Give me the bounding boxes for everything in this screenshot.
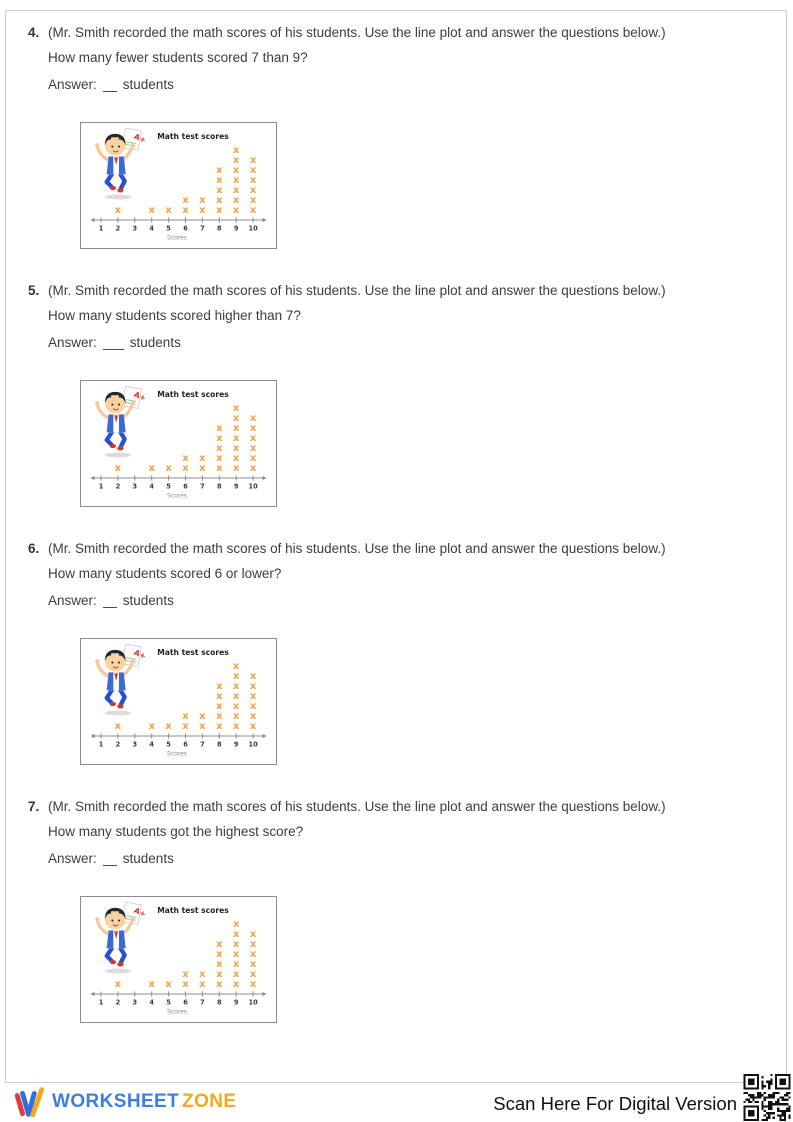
scan-here-label: Scan Here For Digital Version xyxy=(493,1093,737,1114)
svg-text:x: x xyxy=(232,164,240,176)
svg-text:x: x xyxy=(232,154,240,166)
svg-text:x: x xyxy=(148,720,155,732)
svg-text:x: x xyxy=(199,452,206,464)
svg-text:x: x xyxy=(216,710,223,722)
svg-text:x: x xyxy=(182,204,189,216)
svg-text:x: x xyxy=(232,660,240,672)
svg-text:x: x xyxy=(249,710,257,722)
question-number: 6. xyxy=(28,541,40,556)
svg-text:Math test scores: Math test scores xyxy=(157,132,229,141)
svg-text:x: x xyxy=(249,154,257,166)
svg-text:x: x xyxy=(216,948,223,960)
svg-text:x: x xyxy=(249,422,257,434)
svg-text:x: x xyxy=(249,452,257,464)
svg-text:x: x xyxy=(249,174,257,186)
question-intro: (Mr. Smith recorded the math scores of his students. Use the line plot and answer the questions below.) xyxy=(48,799,666,814)
svg-text:x: x xyxy=(216,720,223,732)
svg-text:x: x xyxy=(249,700,257,712)
svg-text:Scores: Scores xyxy=(167,492,187,500)
question-number: 4. xyxy=(28,25,40,40)
svg-text:1: 1 xyxy=(98,482,104,491)
svg-text:x: x xyxy=(182,452,189,464)
svg-text:x: x xyxy=(249,164,257,176)
svg-text:x: x xyxy=(249,978,257,990)
svg-text:x: x xyxy=(232,948,240,960)
svg-text:x: x xyxy=(114,462,122,474)
svg-text:2: 2 xyxy=(115,740,121,749)
line-plot-svg xyxy=(81,897,276,1022)
svg-text:Math test scores: Math test scores xyxy=(157,906,229,915)
svg-text:4: 4 xyxy=(149,224,154,233)
svg-text:x: x xyxy=(216,958,223,970)
answer-blank[interactable] xyxy=(103,852,117,866)
svg-text:x: x xyxy=(232,442,240,454)
svg-text:x: x xyxy=(249,720,257,732)
svg-text:1: 1 xyxy=(98,998,104,1007)
svg-text:x: x xyxy=(249,194,257,206)
answer-unit: students xyxy=(122,593,174,608)
svg-text:2: 2 xyxy=(115,224,121,233)
svg-text:x: x xyxy=(232,412,240,424)
svg-text:x: x xyxy=(232,978,240,990)
line-plot-q7 xyxy=(80,896,277,1023)
svg-text:x: x xyxy=(182,710,189,722)
svg-text:10: 10 xyxy=(248,482,258,491)
svg-text:x: x xyxy=(199,720,206,732)
svg-text:Scores: Scores xyxy=(167,750,187,758)
answer-blank[interactable] xyxy=(103,78,117,92)
svg-text:x: x xyxy=(182,978,189,990)
svg-text:6: 6 xyxy=(183,482,188,491)
question-intro: (Mr. Smith recorded the math scores of his students. Use the line plot and answer the questions below.) xyxy=(48,25,666,40)
question-intro: (Mr. Smith recorded the math scores of his students. Use the line plot and answer the questions below.) xyxy=(48,541,666,556)
line-plot-q6 xyxy=(80,638,277,765)
svg-text:x: x xyxy=(182,968,189,980)
svg-text:x: x xyxy=(232,680,240,692)
question-number: 5. xyxy=(28,283,40,298)
svg-text:x: x xyxy=(232,402,240,414)
svg-text:x: x xyxy=(216,452,223,464)
svg-text:x: x xyxy=(114,204,122,216)
brand-word-worksheet: WORKSHEET xyxy=(52,1091,180,1112)
svg-text:x: x xyxy=(216,978,223,990)
svg-text:9: 9 xyxy=(233,224,239,233)
svg-text:x: x xyxy=(199,968,206,980)
line-plot-svg xyxy=(81,639,276,764)
svg-text:4: 4 xyxy=(149,740,154,749)
svg-text:x: x xyxy=(216,204,223,216)
svg-text:7: 7 xyxy=(200,740,205,749)
svg-text:9: 9 xyxy=(233,740,239,749)
question-prompt: How many students scored higher than 7? xyxy=(48,308,301,323)
answer-label: Answer: xyxy=(48,593,97,608)
svg-text:x: x xyxy=(199,194,206,206)
svg-text:x: x xyxy=(249,412,257,424)
question-intro: (Mr. Smith recorded the math scores of his students. Use the line plot and answer the questions below.) xyxy=(48,283,666,298)
svg-text:x: x xyxy=(249,462,257,474)
svg-text:x: x xyxy=(232,700,240,712)
svg-text:x: x xyxy=(232,938,240,950)
svg-text:5: 5 xyxy=(166,998,171,1007)
svg-text:x: x xyxy=(216,174,223,186)
svg-text:Math test scores: Math test scores xyxy=(157,648,229,657)
svg-text:x: x xyxy=(232,194,240,206)
question-prompt: How many fewer students scored 7 than 9? xyxy=(48,50,308,65)
svg-text:8: 8 xyxy=(217,482,222,491)
svg-text:8: 8 xyxy=(217,998,222,1007)
svg-text:x: x xyxy=(216,442,223,454)
answer-unit: students xyxy=(122,77,174,92)
svg-text:6: 6 xyxy=(183,224,188,233)
svg-text:x: x xyxy=(216,680,223,692)
svg-text:x: x xyxy=(232,710,240,722)
svg-text:x: x xyxy=(232,204,240,216)
svg-text:x: x xyxy=(249,432,257,444)
svg-text:x: x xyxy=(232,174,240,186)
svg-text:x: x xyxy=(114,720,122,732)
svg-text:9: 9 xyxy=(233,998,239,1007)
svg-text:3: 3 xyxy=(132,224,138,233)
svg-text:x: x xyxy=(232,720,240,732)
svg-text:x: x xyxy=(249,204,257,216)
answer-label: Answer: xyxy=(48,335,97,350)
svg-text:4: 4 xyxy=(149,998,154,1007)
svg-text:x: x xyxy=(182,720,189,732)
svg-text:x: x xyxy=(216,422,223,434)
svg-text:x: x xyxy=(165,204,172,216)
svg-text:2: 2 xyxy=(115,998,121,1007)
svg-text:x: x xyxy=(216,164,223,176)
svg-text:x: x xyxy=(148,978,155,990)
svg-text:10: 10 xyxy=(248,224,258,233)
svg-text:x: x xyxy=(232,432,240,444)
question-number: 7. xyxy=(28,799,40,814)
worksheetzone-logo-icon xyxy=(14,1086,46,1118)
qr-code-image xyxy=(743,1074,791,1121)
svg-text:3: 3 xyxy=(132,998,138,1007)
svg-text:x: x xyxy=(216,690,223,702)
svg-text:x: x xyxy=(249,442,257,454)
svg-text:8: 8 xyxy=(217,740,222,749)
svg-text:x: x xyxy=(232,958,240,970)
svg-text:Math test scores: Math test scores xyxy=(157,390,229,399)
question-prompt: How many students scored 6 or lower? xyxy=(48,566,282,581)
svg-text:7: 7 xyxy=(200,482,205,491)
svg-text:6: 6 xyxy=(183,998,188,1007)
svg-text:2: 2 xyxy=(115,482,121,491)
svg-text:x: x xyxy=(249,928,257,940)
svg-text:Scores: Scores xyxy=(167,234,187,242)
svg-text:x: x xyxy=(249,680,257,692)
answer-label: Answer: xyxy=(48,851,97,866)
svg-text:x: x xyxy=(199,462,206,474)
svg-text:1: 1 xyxy=(98,224,104,233)
brand-word-zone: ZONE xyxy=(182,1091,237,1112)
svg-text:x: x xyxy=(249,948,257,960)
svg-text:1: 1 xyxy=(98,740,104,749)
svg-text:x: x xyxy=(232,422,240,434)
svg-text:9: 9 xyxy=(233,482,239,491)
svg-text:5: 5 xyxy=(166,482,171,491)
svg-text:6: 6 xyxy=(183,740,188,749)
svg-text:x: x xyxy=(232,144,240,156)
line-plot-q4 xyxy=(80,122,277,249)
svg-text:x: x xyxy=(232,670,240,682)
svg-text:x: x xyxy=(232,968,240,980)
svg-text:x: x xyxy=(249,958,257,970)
svg-text:x: x xyxy=(148,462,155,474)
svg-text:10: 10 xyxy=(248,998,258,1007)
answer-blank[interactable] xyxy=(103,594,117,608)
svg-text:8: 8 xyxy=(217,224,222,233)
line-plot-svg xyxy=(81,123,276,248)
svg-text:x: x xyxy=(165,978,172,990)
svg-text:x: x xyxy=(216,432,223,444)
answer-unit: students xyxy=(122,851,174,866)
svg-text:x: x xyxy=(232,462,240,474)
svg-text:4: 4 xyxy=(149,482,154,491)
answer-blank[interactable] xyxy=(103,336,124,350)
line-plot-q5 xyxy=(80,380,277,507)
worksheetzone-logo xyxy=(14,1086,237,1118)
svg-text:x: x xyxy=(249,968,257,980)
svg-text:x: x xyxy=(249,938,257,950)
svg-text:x: x xyxy=(114,978,122,990)
svg-text:Scores: Scores xyxy=(167,1008,187,1016)
svg-text:x: x xyxy=(199,710,206,722)
svg-text:x: x xyxy=(182,194,189,206)
svg-text:x: x xyxy=(232,928,240,940)
svg-text:3: 3 xyxy=(132,740,138,749)
svg-text:x: x xyxy=(232,690,240,702)
svg-text:10: 10 xyxy=(248,740,258,749)
svg-text:x: x xyxy=(199,978,206,990)
svg-text:7: 7 xyxy=(200,998,205,1007)
svg-text:x: x xyxy=(232,184,240,196)
svg-text:x: x xyxy=(148,204,155,216)
svg-text:x: x xyxy=(249,690,257,702)
svg-text:3: 3 xyxy=(132,482,138,491)
svg-text:x: x xyxy=(216,700,223,712)
svg-text:x: x xyxy=(199,204,206,216)
svg-text:x: x xyxy=(216,184,223,196)
svg-text:x: x xyxy=(216,194,223,206)
svg-text:x: x xyxy=(232,452,240,464)
svg-text:x: x xyxy=(216,462,223,474)
svg-text:5: 5 xyxy=(166,740,171,749)
answer-label: Answer: xyxy=(48,77,97,92)
svg-text:x: x xyxy=(232,918,240,930)
svg-text:x: x xyxy=(216,938,223,950)
svg-text:5: 5 xyxy=(166,224,171,233)
line-plot-svg xyxy=(81,381,276,506)
svg-text:7: 7 xyxy=(200,224,205,233)
svg-text:x: x xyxy=(249,670,257,682)
svg-text:x: x xyxy=(182,462,189,474)
answer-unit: students xyxy=(129,335,181,350)
svg-text:x: x xyxy=(165,720,172,732)
question-prompt: How many students got the highest score? xyxy=(48,824,304,839)
svg-text:x: x xyxy=(216,968,223,980)
svg-text:x: x xyxy=(249,184,257,196)
svg-text:x: x xyxy=(165,462,172,474)
